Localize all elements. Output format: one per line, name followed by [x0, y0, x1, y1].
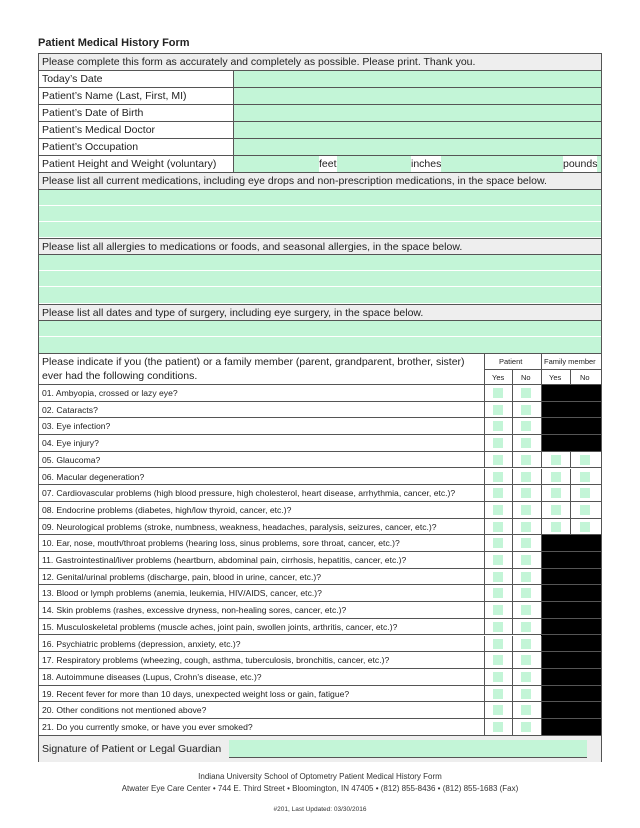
- medical-history-form: [38, 53, 602, 762]
- condition-label: 01. Ambyopia, crossed or lazy eye?: [42, 388, 178, 398]
- condition-row: [39, 552, 601, 569]
- condition-label: 10. Ear, nose, mouth/throat problems (hearing loss, sinus problems, sore throat, cancer, etc.)?: [42, 538, 400, 549]
- patient-no-checkbox[interactable]: [521, 421, 531, 431]
- condition-row: [39, 619, 601, 636]
- family-no-checkbox[interactable]: [580, 488, 590, 498]
- patient-no-checkbox[interactable]: [521, 672, 531, 682]
- footer-revision: #201, Last Updated: 03/30/2016: [273, 806, 367, 813]
- family-no-header: No: [580, 373, 590, 382]
- form-title: Patient Medical History Form: [38, 37, 190, 49]
- patient-yes-checkbox[interactable]: [493, 722, 503, 732]
- family-no-checkbox[interactable]: [580, 505, 590, 515]
- patient-yes-checkbox[interactable]: [493, 455, 503, 465]
- patient-no-checkbox[interactable]: [521, 455, 531, 465]
- patient-yes-checkbox[interactable]: [493, 605, 503, 615]
- patient-yes-checkbox[interactable]: [493, 421, 503, 431]
- patient-no-checkbox[interactable]: [521, 488, 531, 498]
- patient-no-header: No: [521, 373, 531, 382]
- allergies-line[interactable]: [39, 255, 601, 271]
- patient-yes-checkbox[interactable]: [493, 472, 503, 482]
- patient-no-checkbox[interactable]: [521, 472, 531, 482]
- family-no-checkbox[interactable]: [580, 472, 590, 482]
- footer-school: Indiana University School of Optometry Patient Medical History Form: [198, 772, 442, 781]
- conditions-prompt: [42, 355, 465, 383]
- condition-label: 07. Cardiovascular problems (high blood pressure, high cholesterol, heart disease, arrhythmia, cancer, etc.)?: [42, 488, 456, 499]
- allergies-line[interactable]: [39, 271, 601, 287]
- medications-line[interactable]: [39, 222, 601, 238]
- condition-row: [39, 535, 601, 552]
- condition-row: [39, 669, 601, 686]
- condition-row: [39, 402, 601, 419]
- patient-yes-header: Yes: [492, 373, 505, 382]
- condition-label: 04. Eye injury?: [42, 438, 99, 449]
- condition-label: 08. Endocrine problems (diabetes, high/low thyroid, cancer, etc.)?: [42, 504, 292, 515]
- patient-no-checkbox[interactable]: [521, 605, 531, 615]
- todays-date-label: Today’s Date: [39, 71, 234, 87]
- allergies-line[interactable]: [39, 287, 601, 304]
- condition-row: [39, 385, 601, 402]
- family-yes-header: Yes: [549, 373, 562, 382]
- patient-no-checkbox[interactable]: [521, 722, 531, 732]
- patient-name-label: Patient’s Name (Last, First, MI): [39, 88, 234, 104]
- dob-row: [39, 105, 601, 122]
- patient-yes-checkbox[interactable]: [493, 655, 503, 665]
- condition-label: 20. Other conditions not mentioned above?: [42, 705, 207, 716]
- patient-column-header: Patient: [499, 357, 523, 366]
- height-weight-row: [39, 156, 601, 173]
- todays-date-row: [39, 71, 601, 88]
- condition-row: [39, 652, 601, 669]
- condition-row: [39, 636, 601, 653]
- dob-label: Patient’s Date of Birth: [39, 105, 234, 121]
- family-yes-checkbox[interactable]: [551, 488, 561, 498]
- patient-yes-checkbox[interactable]: [493, 622, 503, 632]
- doctor-row: [39, 122, 601, 139]
- patient-yes-checkbox[interactable]: [493, 505, 503, 515]
- condition-row: [39, 569, 601, 586]
- condition-row: [39, 485, 601, 502]
- condition-label: 15. Musculoskeletal problems (muscle aches, joint pain, swollen joints, arthritis, cancer, etc.)?: [42, 621, 398, 632]
- condition-label: 16. Psychiatric problems (depression, anxiety, etc.)?: [42, 638, 241, 649]
- surgery-line[interactable]: [39, 321, 601, 337]
- patient-no-checkbox[interactable]: [521, 388, 531, 398]
- patient-no-checkbox[interactable]: [521, 655, 531, 665]
- family-yes-checkbox[interactable]: [551, 505, 561, 515]
- medications-line[interactable]: [39, 206, 601, 222]
- patient-yes-checkbox[interactable]: [493, 672, 503, 682]
- condition-label: 03. Eye infection?: [42, 421, 111, 432]
- inches-label: inches: [411, 158, 442, 170]
- conditions-prompt-line1: Please indicate if you (the patient) or a family member (parent, grandparent, brother, sister): [42, 356, 465, 368]
- condition-label: 17. Respiratory problems (wheezing, cough, asthma, tuberculosis, bronchitis, cancer, etc.)?: [42, 655, 390, 666]
- conditions-header: [39, 354, 601, 385]
- condition-label: 18. Autoimmune diseases (Lupus, Crohn’s disease, etc.)?: [42, 671, 262, 682]
- patient-yes-checkbox[interactable]: [493, 488, 503, 498]
- patient-name-row: [39, 88, 601, 105]
- instructions: Please complete this form as accurately and completely as possible. Please print. Thank you.: [39, 54, 601, 71]
- condition-label: 14. Skin problems (rashes, excessive dryness, non-healing sores, cancer, etc.)?: [42, 605, 347, 616]
- condition-row: [39, 469, 601, 486]
- dob-input[interactable]: [234, 105, 601, 121]
- condition-label: 09. Neurological problems (stroke, numbness, weakness, headaches, paralysis, seizures, cancer, etc.)?: [42, 521, 437, 532]
- patient-yes-checkbox[interactable]: [493, 572, 503, 582]
- patient-no-checkbox[interactable]: [521, 639, 531, 649]
- condition-label: 19. Recent fever for more than 10 days, unexpected weight loss or gain, fatigue?: [42, 688, 350, 699]
- condition-label: 13. Blood or lymph problems (anemia, leukemia, HIV/AIDS, cancer, etc.)?: [42, 588, 322, 599]
- condition-row: [39, 719, 601, 736]
- family-column-header: Family member: [544, 357, 596, 366]
- patient-no-checkbox[interactable]: [521, 689, 531, 699]
- allergies-prompt: Please list all allergies to medications or foods, and seasonal allergies, in the space below.: [39, 238, 601, 255]
- patient-yes-checkbox[interactable]: [493, 388, 503, 398]
- condition-label: 21. Do you currently smoke, or have you ever smoked?: [42, 722, 253, 732]
- occupation-row: [39, 139, 601, 156]
- doctor-input[interactable]: [234, 122, 601, 138]
- patient-no-checkbox[interactable]: [521, 588, 531, 598]
- patient-yes-checkbox[interactable]: [493, 588, 503, 598]
- condition-row: [39, 519, 601, 536]
- family-yes-checkbox[interactable]: [551, 455, 561, 465]
- surgery-prompt: Please list all dates and type of surgery, including eye surgery, in the space below.: [39, 304, 601, 321]
- pounds-label: pounds: [563, 158, 598, 170]
- patient-no-checkbox[interactable]: [521, 438, 531, 448]
- family-yes-checkbox[interactable]: [551, 522, 561, 532]
- medications-line[interactable]: [39, 190, 601, 206]
- patient-no-checkbox[interactable]: [521, 405, 531, 415]
- condition-label: 02. Cataracts?: [42, 404, 98, 415]
- patient-no-checkbox[interactable]: [521, 522, 531, 532]
- patient-yes-checkbox[interactable]: [493, 689, 503, 699]
- patient-yes-checkbox[interactable]: [493, 522, 503, 532]
- condition-row: [39, 452, 601, 469]
- family-no-checkbox[interactable]: [580, 522, 590, 532]
- family-no-checkbox[interactable]: [580, 455, 590, 465]
- occupation-label: Patient’s Occupation: [39, 139, 234, 155]
- patient-yes-checkbox[interactable]: [493, 405, 503, 415]
- patient-yes-checkbox[interactable]: [493, 555, 503, 565]
- patient-no-checkbox[interactable]: [521, 505, 531, 515]
- feet-label: feet: [319, 158, 337, 170]
- patient-name-input[interactable]: [234, 88, 601, 104]
- patient-yes-checkbox[interactable]: [493, 705, 503, 715]
- condition-label: 05. Glaucoma?: [42, 454, 101, 465]
- condition-row: [39, 502, 601, 519]
- condition-row: [39, 686, 601, 703]
- patient-yes-checkbox[interactable]: [493, 438, 503, 448]
- condition-row: [39, 585, 601, 602]
- condition-row: [39, 702, 601, 719]
- patient-yes-checkbox[interactable]: [493, 639, 503, 649]
- patient-no-checkbox[interactable]: [521, 555, 531, 565]
- patient-no-checkbox[interactable]: [521, 572, 531, 582]
- condition-label: 11. Gastrointestinal/liver problems (heartburn, abdominal pain, cirrhosis, hepatitis, cancer, etc.)?: [42, 555, 407, 565]
- patient-yes-checkbox[interactable]: [493, 538, 503, 548]
- condition-row: [39, 602, 601, 619]
- patient-no-checkbox[interactable]: [521, 705, 531, 715]
- doctor-label: Patient’s Medical Doctor: [39, 122, 234, 138]
- occupation-input[interactable]: [234, 139, 601, 155]
- condition-label: 12. Genital/urinal problems (discharge, pain, blood in urine, cancer, etc.)?: [42, 571, 321, 582]
- condition-label: 06. Macular degeneration?: [42, 471, 145, 482]
- footer-address: Atwater Eye Care Center • 744 E. Third Street • Bloomington, IN 47405 • (812) 855-8436 • (812) 855-1683 (Fax): [121, 784, 519, 793]
- condition-row: [39, 418, 601, 435]
- patient-no-checkbox[interactable]: [521, 538, 531, 548]
- signature-row: [39, 736, 601, 762]
- todays-date-input[interactable]: [234, 71, 601, 87]
- signature-input[interactable]: [229, 740, 587, 758]
- conditions-prompt-line2: ever had the following conditions.: [42, 370, 198, 382]
- height-weight-label: Patient Height and Weight (voluntary): [39, 156, 234, 172]
- surgery-line[interactable]: [39, 337, 601, 354]
- family-yes-checkbox[interactable]: [551, 472, 561, 482]
- patient-no-checkbox[interactable]: [521, 622, 531, 632]
- medications-prompt: Please list all current medications, including eye drops and non-prescription medications, in the space below.: [39, 173, 601, 190]
- signature-label: Signature of Patient or Legal Guardian: [42, 743, 222, 755]
- condition-row: [39, 435, 601, 452]
